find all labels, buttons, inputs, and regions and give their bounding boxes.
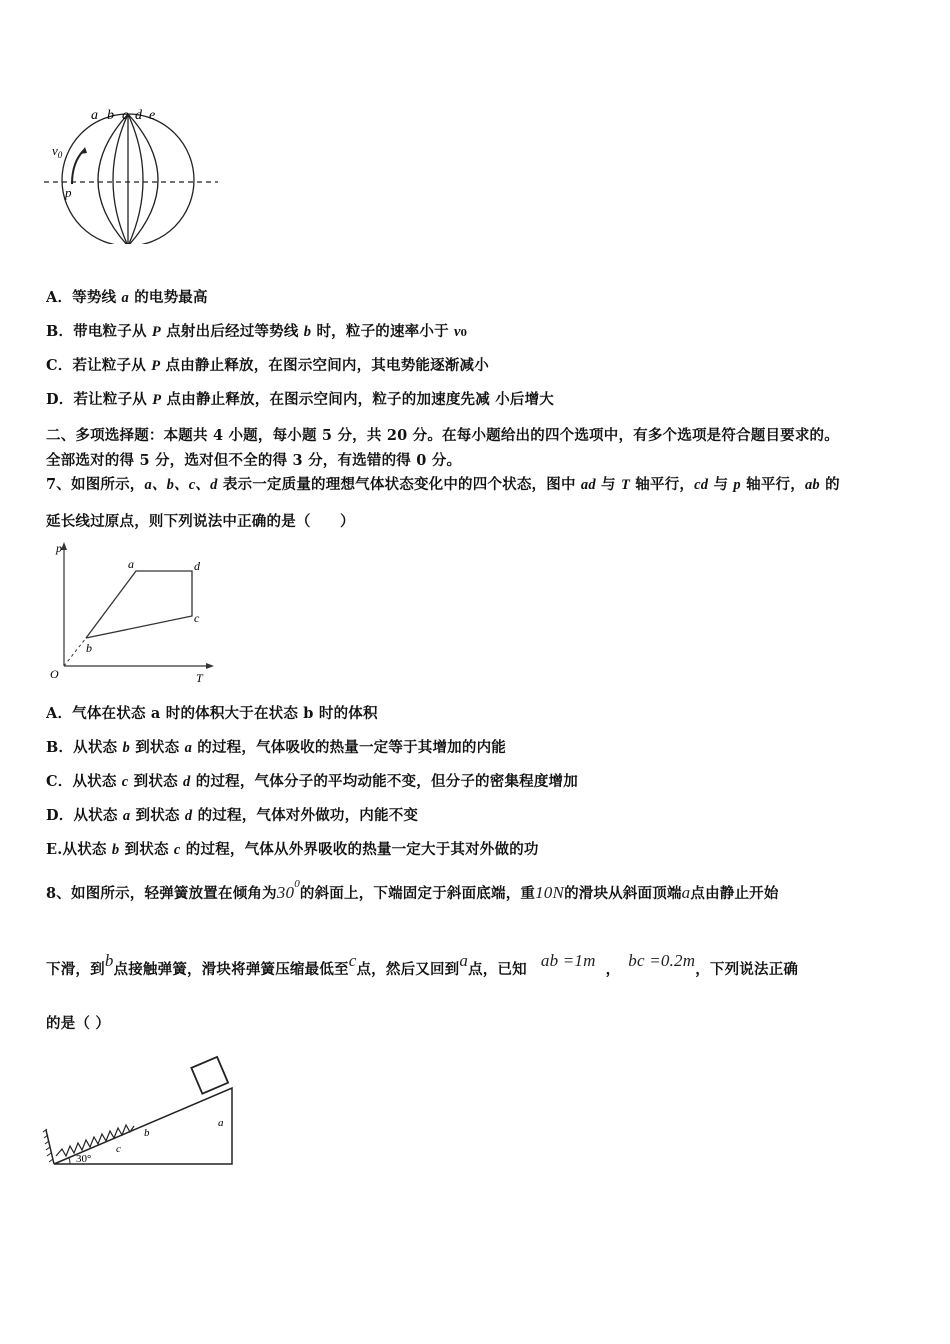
graph-label-c: c	[194, 611, 200, 625]
q7-option-c: C．从状态 c 到状态 d 的过程，气体分子的平均动能不变，但分子的密集程度增加	[46, 773, 578, 790]
q7-option-e: E.从状态 b 到状态 c 的过程，气体从外界吸收的热量一定大于其对外做的功	[46, 841, 539, 858]
label-v0: $v_0$	[52, 143, 63, 160]
fig-label-c: c	[116, 1143, 121, 1155]
label-d: d	[135, 108, 142, 123]
pT-graph	[44, 538, 220, 686]
section2-instructions: 全部选对的得 5 分，选对但不全的得 3 分，有选错的得 0 分。	[46, 452, 462, 469]
q7-stem-line2: 延长线过原点，则下列说法中正确的是（ ）	[46, 513, 355, 530]
extension-line	[64, 638, 86, 666]
equipotential-d	[128, 114, 143, 244]
wall-hatch	[43, 1129, 53, 1162]
q8-stem-line3: 的是（ ）	[46, 1015, 111, 1032]
fig-label-b: b	[144, 1127, 150, 1139]
trajectory-arrow	[72, 150, 84, 184]
q8-stem-line2: 下滑，到b点接触弹簧，滑块将弹簧压缩最低至c点，然后又回到a点，已知 ab =1m ， bc =0.2m，下列说法正确	[46, 951, 799, 978]
angle-label: 30°	[76, 1153, 92, 1165]
q7-option-a: A．气体在状态 a 时的体积大于在状态 b 时的体积	[46, 705, 378, 722]
graph-label-T: T	[196, 671, 203, 685]
q8-stem-line1: 8、如图所示，轻弹簧放置在倾角为$30^0$的斜面上，下端固定于斜面底端，重10N的滑块从斜面顶端a点由静止开始	[46, 878, 779, 902]
section2-heading: 二、多项选择题：本题共 4 小题，每小题 5 分，共 20 分。在每小题给出的四个选项中，有多个选项是符合题目要求的。	[46, 427, 839, 444]
equipotential-figure	[40, 104, 230, 244]
equipotential-b	[113, 114, 128, 244]
incline-figure	[40, 1050, 240, 1170]
q7-option-d: D．从状态 a 到状态 d 的过程，气体对外做功，内能不变	[46, 807, 419, 824]
q6-option-c: C．若让粒子从 P 点由静止释放，在图示空间内，其电势能逐渐减小	[46, 357, 489, 374]
label-a: a	[91, 108, 98, 123]
fig-label-a: a	[218, 1117, 224, 1129]
graph-label-b: b	[86, 641, 92, 655]
angle-arc	[69, 1158, 70, 1164]
graph-label-a: a	[128, 557, 134, 571]
spring	[56, 1125, 134, 1156]
label-e: e	[149, 108, 156, 123]
label-c: c	[122, 108, 129, 123]
graph-label-O: O	[50, 667, 59, 681]
slider-block	[191, 1057, 228, 1094]
q6-option-d: D．若让粒子从 P 点由静止释放，在图示空间内，粒子的加速度先减 小后增大	[46, 391, 554, 408]
graph-label-p: p	[56, 541, 62, 555]
q6-option-b: B．带电粒子从 P 点射出后经过等势线 b 时，粒子的速率小于 v0	[46, 323, 468, 340]
cycle-path	[86, 571, 192, 638]
label-b: b	[107, 108, 114, 123]
graph-label-d: d	[194, 559, 200, 573]
q7-option-b: B．从状态 b 到状态 a 的过程，气体吸收的热量一定等于其增加的内能	[46, 739, 506, 756]
q6-option-a: A．等势线 a 的电势最高	[46, 289, 208, 306]
q7-stem-line1: 7、如图所示，a、b、c、d 表示一定质量的理想气体状态变化中的四个状态，图中 ad 与 T 轴平行，cd 与 p 轴平行，ab 的	[46, 476, 840, 493]
label-p: p	[65, 185, 72, 200]
